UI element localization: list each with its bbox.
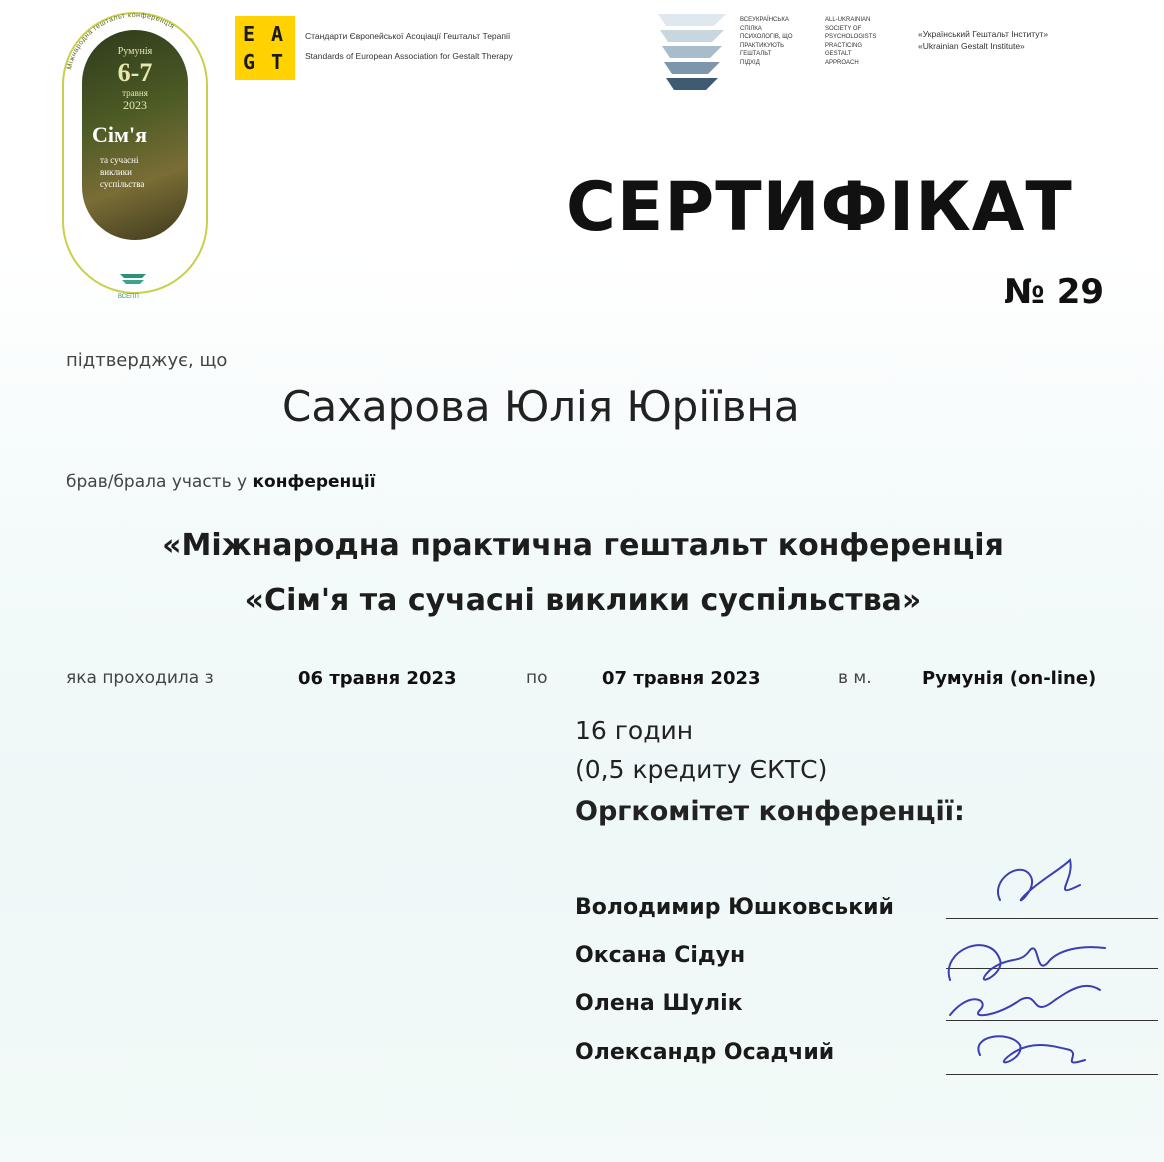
member-1: Володимир Юшковський	[575, 895, 894, 920]
certificate-number: № 29	[1004, 272, 1105, 312]
poster-arc-label: Міжнародна гештальт конференція	[66, 12, 176, 71]
member-4: Олександр Осадчий	[575, 1040, 835, 1065]
conference-title-line-1: «Міжнародна практична гештальт конференція	[162, 528, 1004, 563]
vsepp-en-2: SOCIETY OF	[825, 25, 862, 32]
member-2: Оксана Сідун	[575, 943, 746, 968]
poster-dates: 6-7	[117, 58, 153, 87]
vsepp-en-1: ALL-UKRAINIAN	[825, 17, 871, 23]
vsepp-uk-2: СПІЛКА	[740, 25, 762, 32]
poster-month: травня	[122, 88, 148, 98]
poster-year: 2023	[123, 98, 147, 112]
conference-poster-logo	[60, 12, 210, 312]
credits: (0,5 кредиту ЄКТС)	[575, 755, 828, 784]
vsepp-uk-4: ПРАКТИКУЮТЬ	[740, 42, 785, 49]
poster-subtitle-2: виклики	[100, 167, 132, 177]
participation-line	[66, 472, 376, 492]
vsepp-en-5: GESTALT	[825, 51, 852, 57]
vsepp-en-6: APPROACH	[825, 59, 859, 66]
confirms-label: підтверджує, що	[66, 350, 228, 371]
eagt-letter-t: T	[271, 50, 284, 74]
signatures-icon	[930, 840, 1130, 1085]
eagt-logo	[235, 16, 295, 80]
eagt-line-uk: Стандарти Європейської Асоціації Гештальт Терапії	[305, 31, 511, 41]
svg-text:Міжнародна гештальт конференці	[66, 12, 175, 70]
poster-footer: ВСЕПП	[118, 294, 139, 300]
eagt-letter-g: G	[243, 50, 256, 74]
date-from: 06 травня 2023	[298, 668, 457, 689]
committee-title: Оргкомітет конференції:	[575, 796, 965, 827]
poster-place: Румунія	[117, 46, 153, 57]
eagt-letter-a: A	[271, 22, 284, 46]
ugi-line-en: «Ukrainian Gestalt Institute»	[918, 41, 1025, 51]
location: Румунія (on-line)	[922, 668, 1097, 689]
poster-title: Сім'я	[92, 122, 147, 147]
eagt-line-en: Standards of European Association for Gestalt Therapy	[305, 51, 513, 61]
vsepp-uk-6: ПІДХІД	[740, 59, 760, 66]
participation-bold: конференції	[252, 472, 376, 492]
city-label: в м.	[838, 668, 872, 688]
conference-title-line-2: «Сім'я та сучасні виклики суспільства»	[244, 583, 922, 618]
poster-subtitle-1: та сучасні	[100, 155, 139, 165]
vsepp-logo-icon	[652, 6, 732, 98]
hours: 16 годин	[575, 716, 694, 745]
certificate-title: СЕРТИФІКАТ	[566, 168, 1073, 247]
vsepp-uk-5: ГЕШТАЛЬТ	[740, 51, 772, 57]
poster-arc-text	[60, 12, 210, 132]
vsepp-en-3: PSYCHOLOGISTS	[825, 34, 877, 40]
member-3: Олена Шулік	[575, 991, 743, 1016]
vsepp-uk-1: ВСЕУКРАЇНСЬКА	[740, 17, 789, 23]
recipient-name: Сахарова Юлія Юріївна	[282, 382, 800, 431]
vsepp-en-4: PRACTICING	[825, 42, 863, 49]
held-label: яка проходила з	[66, 668, 214, 688]
vsepp-text-uk	[740, 16, 793, 67]
vsepp-uk-3: ПСИХОЛОГІВ, ЩО	[740, 34, 793, 40]
eagt-letter-e: E	[243, 22, 256, 46]
vsepp-text-en	[825, 16, 876, 67]
to-label: по	[526, 668, 548, 688]
date-to: 07 травня 2023	[602, 668, 761, 689]
poster-subtitle-3: суспільства	[100, 179, 145, 189]
participation-prefix: брав/брала участь у	[66, 472, 248, 492]
ugi-line-uk: «Український Гештальт Інститут»	[918, 29, 1049, 39]
vsepp-small-icon	[118, 270, 148, 292]
